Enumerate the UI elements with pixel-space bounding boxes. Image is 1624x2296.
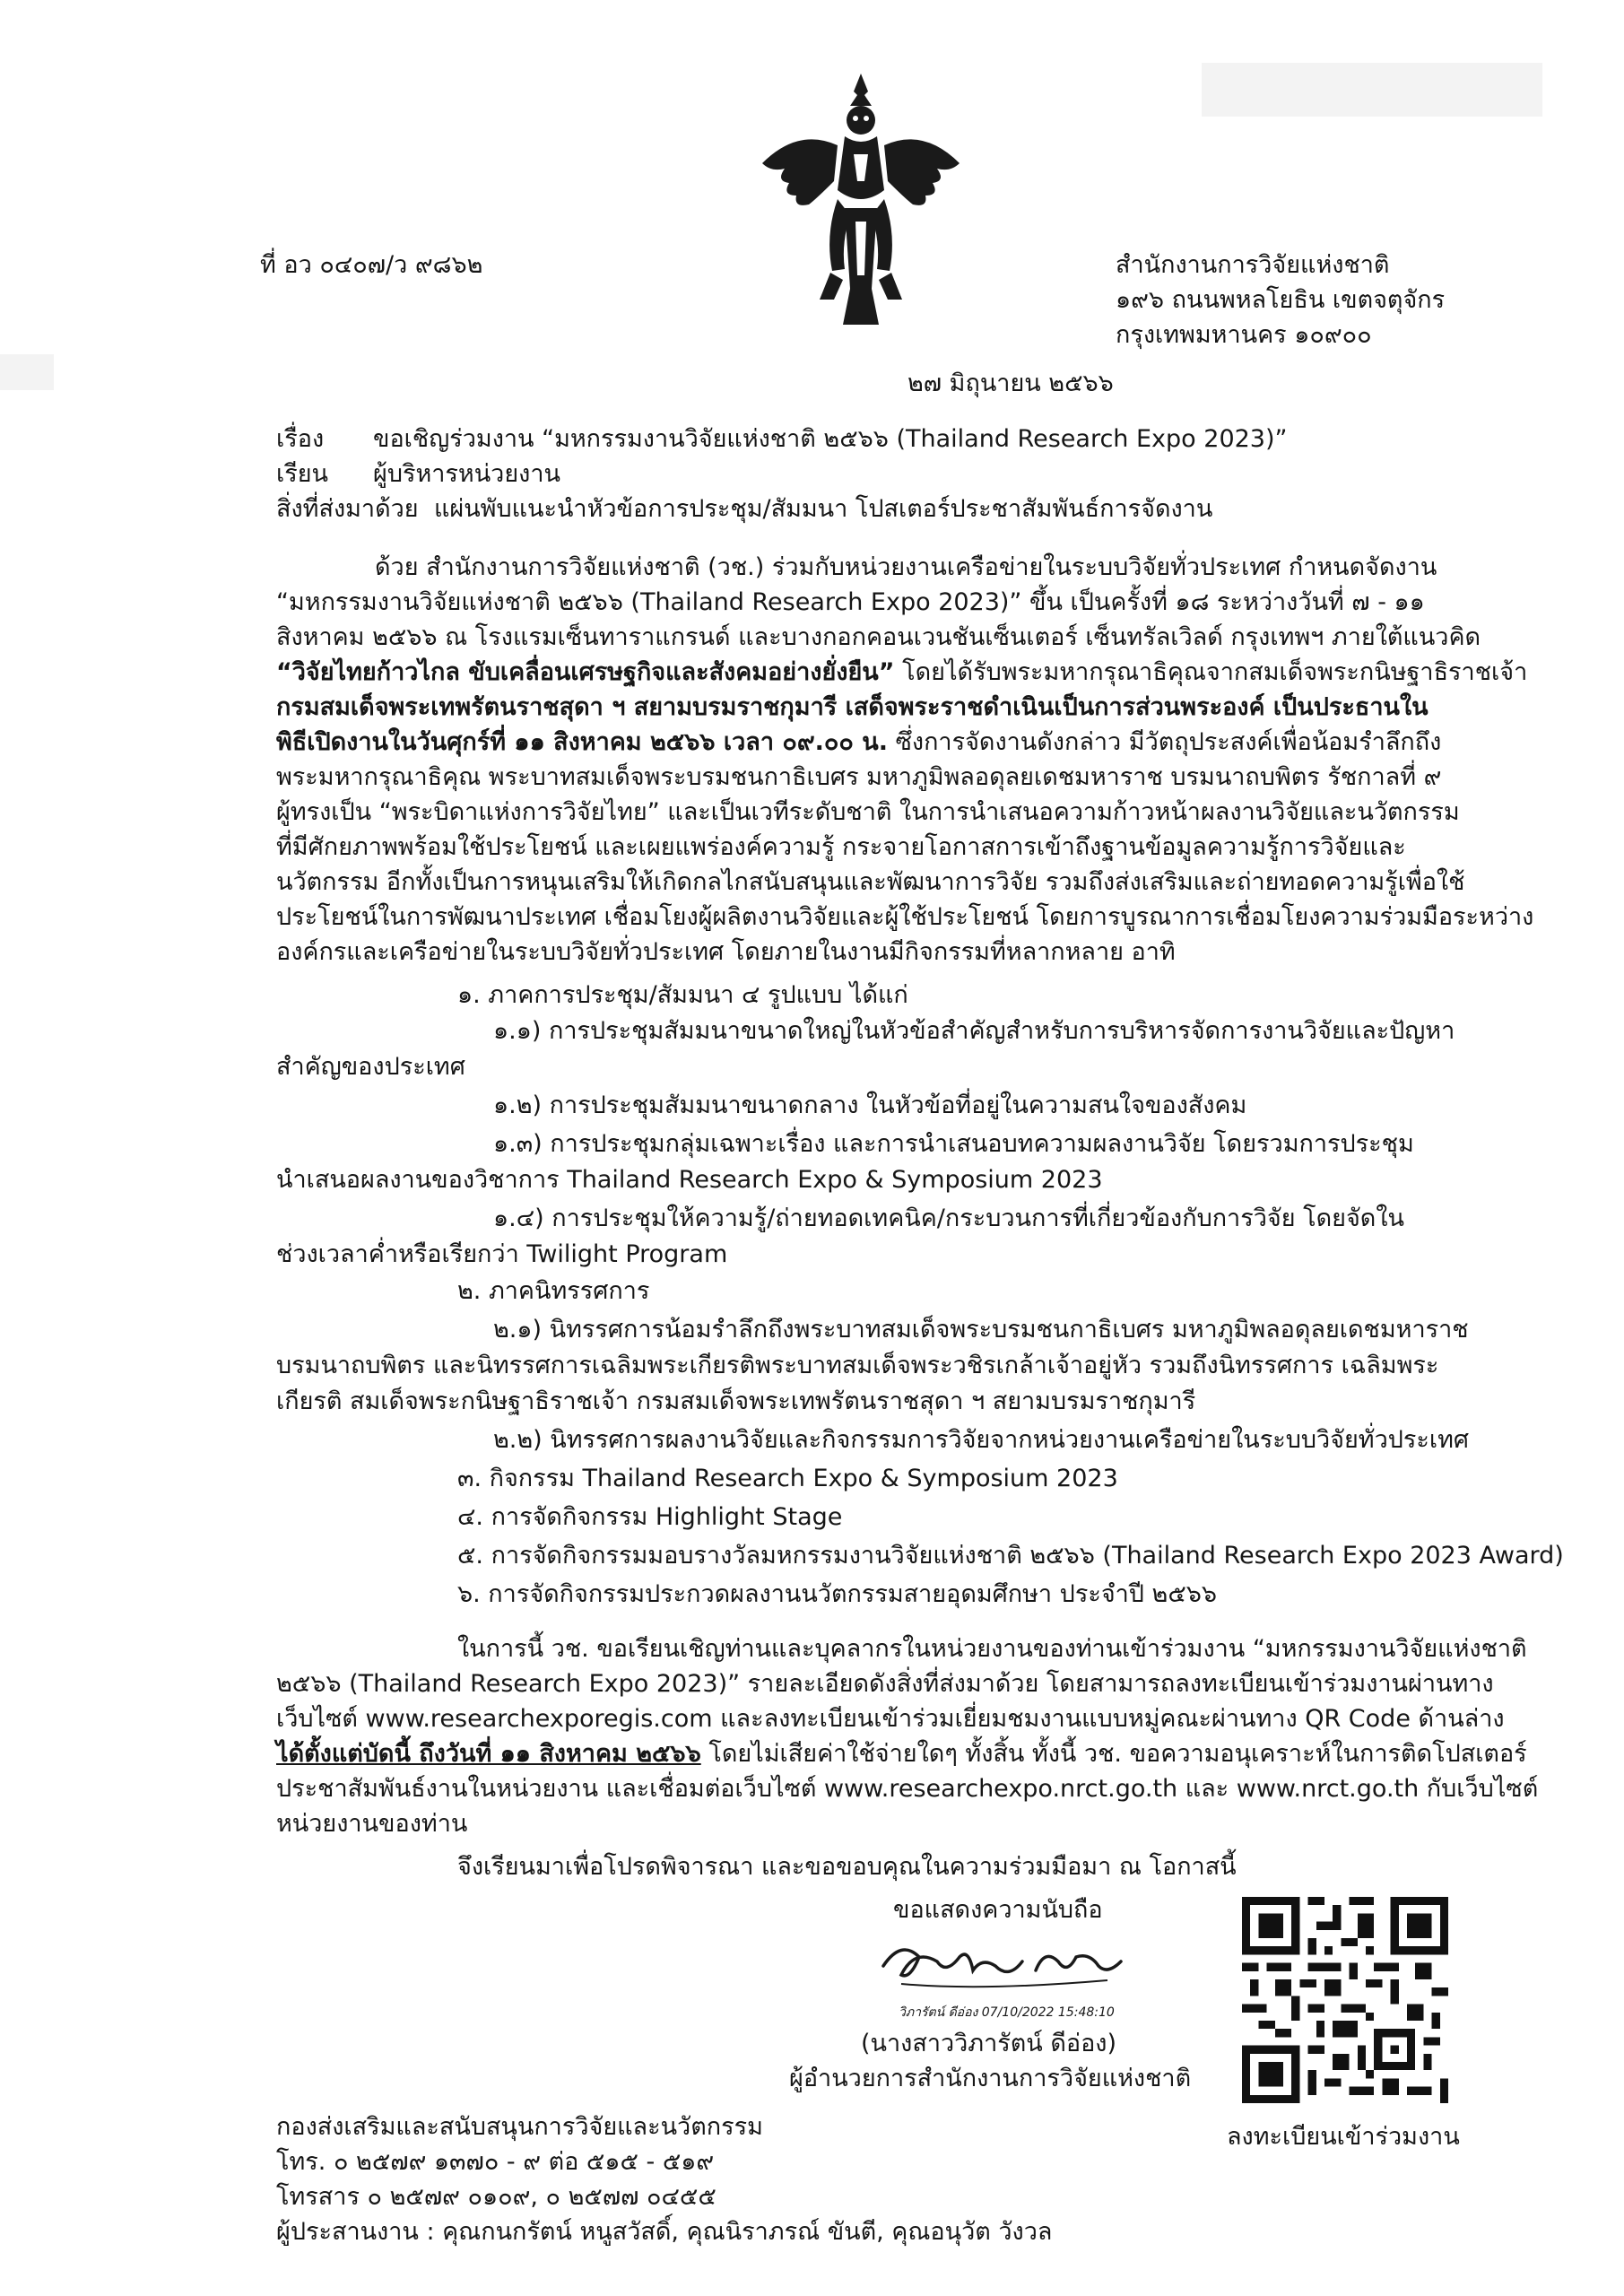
body-line: ด้วย สำนักงานการวิจัยแห่งชาติ (วช.) ร่วมกับหน่วยงานเครือข่ายในระบบวิจัยทั่วประเทศ กำหนดจัดงาน: [375, 553, 1437, 581]
body-text: โดยไม่เสียค่าใช้จ่ายใดๆ ทั้งสิ้น ทั้งนี้ วช. ขอความอนุเคราะห์ในการติดโปสเตอร์: [708, 1740, 1527, 1768]
body-line: [276, 725, 1441, 760]
body-line: ประโยชน์ในการพัฒนาประเทศ เชื่อมโยงผู้ผลิตงานวิจัยและผู้ใช้ประโยชน์ โดยการบูรณาการเชื่อมโยงความร่วมมือระหว่าง: [276, 903, 1534, 931]
enclosure-text: แผ่นพับแนะนำหัวข้อการประชุม/สัมมนา โปสเตอร์ประชาสัมพันธ์การจัดงาน: [434, 495, 1213, 523]
list-item: สำคัญของประเทศ: [276, 1053, 465, 1081]
body-line: [276, 1736, 1527, 1771]
qr-caption: ลงทะเบียนเข้าร่วมงาน: [1227, 2123, 1460, 2151]
registration-deadline: ได้ตั้งแต่บัดนี้ ถึงวันที่ ๑๑ สิงหาคม ๒๕๖๖: [276, 1740, 701, 1768]
list-item: เกียรติ สมเด็จพระกนิษฐาธิราชเจ้า กรมสมเด็จพระเทพรัตนราชสุดา ฯ สยามบรมราชกุมารี: [276, 1387, 1196, 1415]
body-text: โดยได้รับพระมหากรุณาธิคุณจากสมเด็จพระกนิษฐาธิราชเจ้า: [902, 658, 1528, 686]
garuda-emblem-icon: [744, 65, 977, 334]
body-line: ในการนี้ วช. ขอเรียนเชิญท่านและบุคลากรในหน่วยงานของท่านเข้าร่วมงาน “มหกรรมงานวิจัยแห่งชาติ: [457, 1635, 1527, 1663]
signer-title: ผู้อำนวยการสำนักงานการวิจัยแห่งชาติ: [789, 2065, 1192, 2092]
signature-stamp: วิภารัตน์ ดีอ่อง 07/10/2022 15:48:10: [899, 2005, 1115, 2020]
subject-label: เรื่อง: [276, 425, 325, 453]
list-item: ๒.๒) นิทรรศการผลงานวิจัยและกิจกรรมการวิจัยจากหน่วยงานเครือข่ายในระบบวิจัยทั่วประเทศ: [493, 1426, 1470, 1454]
body-line: นวัตกรรม อีกทั้งเป็นการหนุนเสริมให้เกิดกลไกสนับสนุนและพัฒนาการวิจัย รวมถึงส่งเสริมและถ่ายทอดความรู้เพื่อใช้: [276, 868, 1465, 896]
footer-tel: โทร. ๐ ๒๕๗๙ ๑๓๗๐ - ๙ ต่อ ๕๑๕ - ๕๑๙: [276, 2148, 715, 2176]
opening-date-text: พิธีเปิดงานในวันศุกร์ที่ ๑๑ สิงหาคม ๒๕๖๖ เวลา ๐๙.๐๐ น.: [276, 728, 888, 756]
body-line: สิงหาคม ๒๕๖๖ ณ โรงแรมเซ็นทาราแกรนด์ และบางกอกคอนเวนชันเซ็นเตอร์ เซ็นทรัลเวิลด์ กรุงเทพฯ ภายใต้แนวคิด: [276, 623, 1481, 651]
body-text: ซึ่งการจัดงานดังกล่าว มีวัตถุประสงค์เพื่อน้อมรำลึกถึง: [895, 728, 1442, 756]
list-item: ๓. กิจกรรม Thailand Research Expo & Symposium 2023: [457, 1465, 1118, 1492]
body-line: พระมหากรุณาธิคุณ พระบาทสมเด็จพระบรมชนกาธิเบศร มหาภูมิพลอดุลยเดชมหาราช บรมนาถบพิตร รัชกาลที่ ๙: [276, 763, 1442, 791]
scan-smudge: [0, 354, 54, 390]
footer-fax: โทรสาร ๐ ๒๕๗๙ ๐๑๐๙, ๐ ๒๕๗๗ ๐๔๕๕: [276, 2183, 716, 2211]
signer-name: (นางสาววิภารัตน์ ดีอ่อง): [861, 2030, 1117, 2057]
subject-text: ขอเชิญร่วมงาน “มหกรรมงานวิจัยแห่งชาติ ๒๕๖๖ (Thailand Research Expo 2023)”: [373, 425, 1288, 453]
list-item: ช่วงเวลาค่ำหรือเรียกว่า Twilight Program: [276, 1240, 728, 1268]
body-line-bold: กรมสมเด็จพระเทพรัตนราชสุดา ฯ สยามบรมราชกุมารี เสด็จพระราชดำเนินเป็นการส่วนพระองค์ เป็นประธานใน: [276, 693, 1429, 721]
signature-icon: [874, 1930, 1134, 2002]
footer-coordinator: ผู้ประสานงาน : คุณกนกรัตน์ หนูสวัสดิ์, คุณนิราภรณ์ ขันตี, คุณอนุวัต วังวล: [276, 2218, 1053, 2246]
body-line: [276, 655, 1527, 690]
registration-qr-code-icon[interactable]: [1242, 1897, 1448, 2103]
list-item: นำเสนอผลงานของวิชาการ Thailand Research Expo & Symposium 2023: [276, 1166, 1103, 1194]
letter-date: ๒๗ มิถุนายน ๒๕๖๖: [908, 370, 1114, 397]
to-label: เรียน: [276, 460, 329, 488]
list-item: ๑. ภาคการประชุม/สัมมนา ๔ รูปแบบ ได้แก่: [457, 981, 908, 1009]
reference-number: ที่ อว ๐๔๐๗/ว ๙๘๖๒: [260, 251, 483, 279]
body-line: ที่มีศักยภาพพร้อมใช้ประโยชน์ และเผยแพร่องค์ความรู้ กระจายโอกาสการเข้าถึงฐานข้อมูลความรู้การวิจัยและ: [276, 833, 1406, 861]
footer-division: กองส่งเสริมและสนับสนุนการวิจัยและนวัตกรรม: [276, 2113, 763, 2141]
list-item: ๑.๒) การประชุมสัมมนาขนาดกลาง ในหัวข้อที่อยู่ในความสนใจของสังคม: [493, 1091, 1247, 1119]
sender-address-line2: กรุงเทพมหานคร ๑๐๙๐๐: [1116, 321, 1372, 349]
regards: ขอแสดงความนับถือ: [893, 1896, 1103, 1924]
list-item: ๑.๓) การประชุมกลุ่มเฉพาะเรื่อง และการนำเสนอบทความผลงานวิจัย โดยรวมการประชุม: [493, 1130, 1414, 1158]
list-item: ๖. การจัดกิจกรรมประกวดผลงานนวัตกรรมสายอุดมศึกษา ประจำปี ๒๕๖๖: [457, 1580, 1218, 1608]
to-text: ผู้บริหารหน่วยงาน: [373, 460, 560, 488]
list-item: บรมนาถบพิตร และนิทรรศการเฉลิมพระเกียรติพระบาทสมเด็จพระวชิรเกล้าเจ้าอยู่หัว รวมถึงนิทรรศการ เฉลิมพระ: [276, 1352, 1439, 1379]
body-line: เว็บไซต์ www.researchexporegis.com และลงทะเบียนเข้าร่วมเยี่ยมชมงานแบบหมู่คณะผ่านทาง QR Code ด้านล่าง: [276, 1705, 1505, 1733]
list-item: ๑.๔) การประชุมให้ความรู้/ถ่ายทอดเทคนิค/กระบวนการที่เกี่ยวข้องกับการวิจัย โดยจัดใน: [493, 1205, 1404, 1232]
sender-org: สำนักงานการวิจัยแห่งชาติ: [1116, 251, 1390, 279]
list-item: ๒. ภาคนิทรรศการ: [457, 1277, 650, 1305]
theme-text: “วิจัยไทยก้าวไกล ขับเคลื่อนเศรษฐกิจและสังคมอย่างยั่งยืน”: [276, 658, 895, 686]
body-line: หน่วยงานของท่าน: [276, 1810, 468, 1838]
body-line: องค์กรและเครือข่ายในระบบวิจัยทั่วประเทศ โดยภายในงานมีกิจกรรมที่หลากหลาย อาทิ: [276, 938, 1176, 966]
body-line: ประชาสัมพันธ์งานในหน่วยงาน และเชื่อมต่อเว็บไซต์ www.researchexpo.nrct.go.th และ www.nrct.go.th กับเว็บไซต์: [276, 1775, 1539, 1803]
list-item: ๕. การจัดกิจกรรมมอบรางวัลมหกรรมงานวิจัยแห่งชาติ ๒๕๖๖ (Thailand Research Expo 2023 Award): [457, 1542, 1564, 1570]
list-item: ๔. การจัดกิจกรรม Highlight Stage: [457, 1503, 843, 1531]
closing-line: จึงเรียนมาเพื่อโปรดพิจารณา และขอขอบคุณในความร่วมมือมา ณ โอกาสนี้: [457, 1853, 1237, 1881]
list-item: ๑.๑) การประชุมสัมมนาขนาดใหญ่ในหัวข้อสำคัญสำหรับการบริหารจัดการงานวิจัยและปัญหา: [493, 1017, 1455, 1045]
list-item: ๒.๑) นิทรรศการน้อมรำลึกถึงพระบาทสมเด็จพระบรมชนกาธิเบศร มหาภูมิพลอดุลยเดชมหาราช: [493, 1316, 1469, 1344]
scan-smudge: [1202, 63, 1542, 117]
body-line: ๒๕๖๖ (Thailand Research Expo 2023)” รายละเอียดดังสิ่งที่ส่งมาด้วย โดยสามารถลงทะเบียนเข้าร่วมงานผ่านทาง: [276, 1670, 1494, 1698]
body-line: “มหกรรมงานวิจัยแห่งชาติ ๒๕๖๖ (Thailand Research Expo 2023)” ขึ้น เป็นครั้งที่ ๑๘ ระหว่างวันที่ ๗ - ๑๑: [276, 588, 1425, 616]
sender-address-line1: ๑๙๖ ถนนพหลโยธิน เขตจตุจักร: [1116, 286, 1446, 314]
enclosure-label: สิ่งที่ส่งมาด้วย: [276, 495, 419, 523]
body-line: ผู้ทรงเป็น “พระบิดาแห่งการวิจัยไทย” และเป็นเวทีระดับชาติ ในการนำเสนอความก้าวหน้าผลงานวิจัยและนวัตกรรม: [276, 798, 1460, 826]
